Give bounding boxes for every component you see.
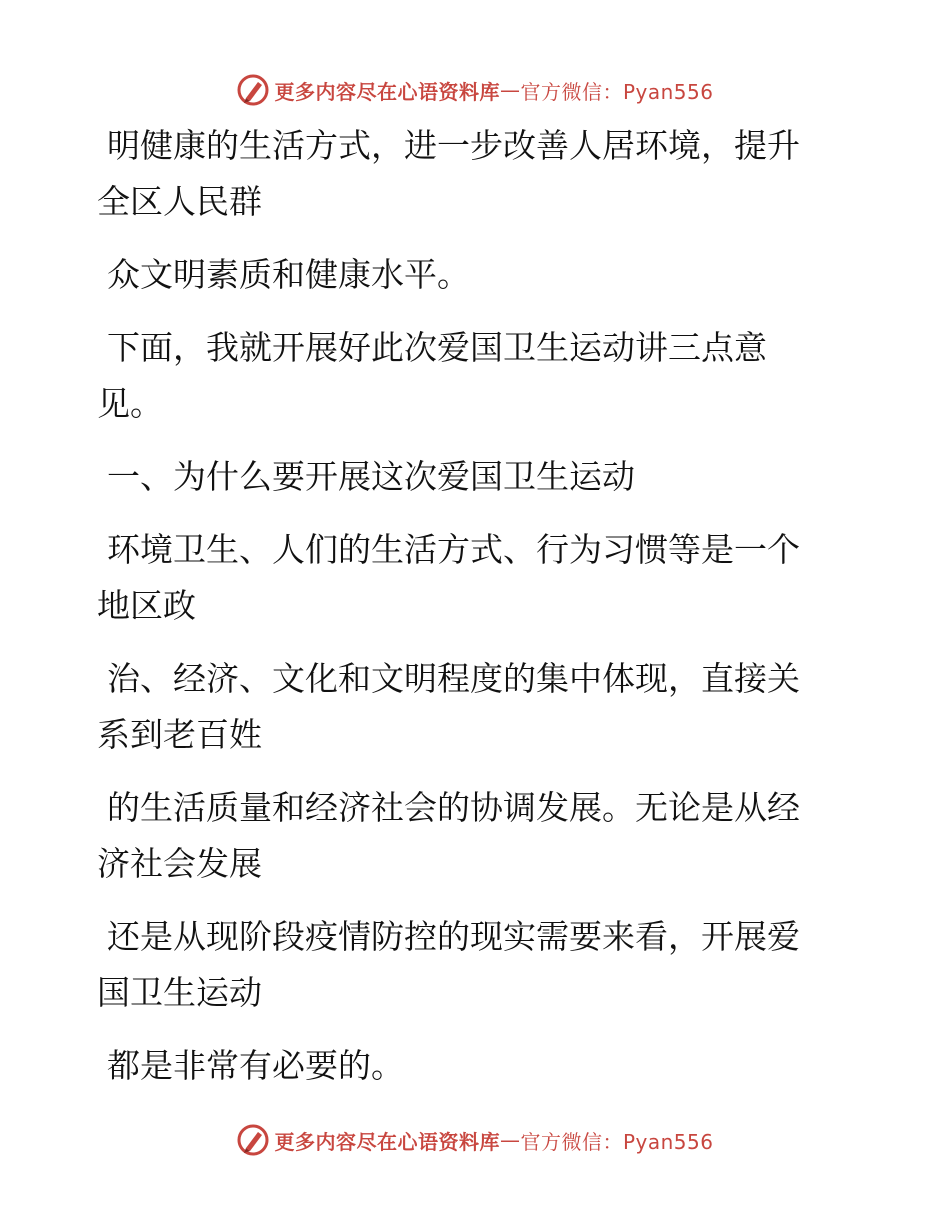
paragraph-line: 全区人民群 bbox=[97, 182, 262, 221]
paragraph-line: 济社会发展 bbox=[97, 844, 262, 883]
paragraph-line: 地区政 bbox=[97, 586, 196, 625]
paragraph-line: 还是从现阶段疫情防控的现实需要来看，开展爱 bbox=[107, 917, 800, 956]
banner-site-text: 更多内容尽在心语资料库 bbox=[274, 79, 500, 104]
pen-logo-icon bbox=[236, 1123, 270, 1157]
paragraph-line: 明健康的生活方式，进一步改善人居环境，提升 bbox=[107, 126, 800, 165]
paragraph-line: 系到老百姓 bbox=[97, 715, 262, 754]
paragraph bbox=[97, 247, 837, 303]
paragraph-line: 一、为什么要开展这次爱国卫生运动 bbox=[107, 457, 635, 496]
paragraph-line: 环境卫生、人们的生活方式、行为习惯等是一个 bbox=[107, 530, 800, 569]
pen-logo-icon bbox=[236, 73, 270, 107]
banner-contact: 官方微信：Pyan556 bbox=[520, 79, 714, 104]
paragraph bbox=[97, 320, 837, 432]
banner-site-text: 更多内容尽在心语资料库 bbox=[274, 1129, 500, 1154]
paragraph bbox=[97, 651, 837, 763]
banner-dash: — bbox=[499, 1128, 521, 1152]
banner-dash: — bbox=[499, 78, 521, 102]
document-body bbox=[97, 118, 837, 1111]
header-watermark bbox=[0, 70, 950, 110]
paragraph bbox=[97, 522, 837, 634]
paragraph-line: 众文明素质和健康水平。 bbox=[107, 255, 470, 294]
paragraph-line: 的生活质量和经济社会的协调发展。无论是从经 bbox=[107, 788, 800, 827]
paragraph-line: 下面，我就开展好此次爱国卫生运动讲三点意 bbox=[107, 328, 767, 367]
paragraph bbox=[97, 1038, 837, 1094]
paragraph-line: 治、经济、文化和文明程度的集中体现，直接关 bbox=[107, 659, 800, 698]
banner-contact: 官方微信：Pyan556 bbox=[520, 1129, 714, 1154]
paragraph-line: 都是非常有必要的。 bbox=[107, 1046, 404, 1085]
paragraph-line: 国卫生运动 bbox=[97, 973, 262, 1012]
paragraph bbox=[97, 118, 837, 230]
paragraph bbox=[97, 780, 837, 892]
paragraph-line: 见。 bbox=[97, 384, 163, 423]
paragraph bbox=[97, 909, 837, 1021]
footer-watermark bbox=[0, 1120, 950, 1160]
section-heading bbox=[97, 449, 837, 505]
